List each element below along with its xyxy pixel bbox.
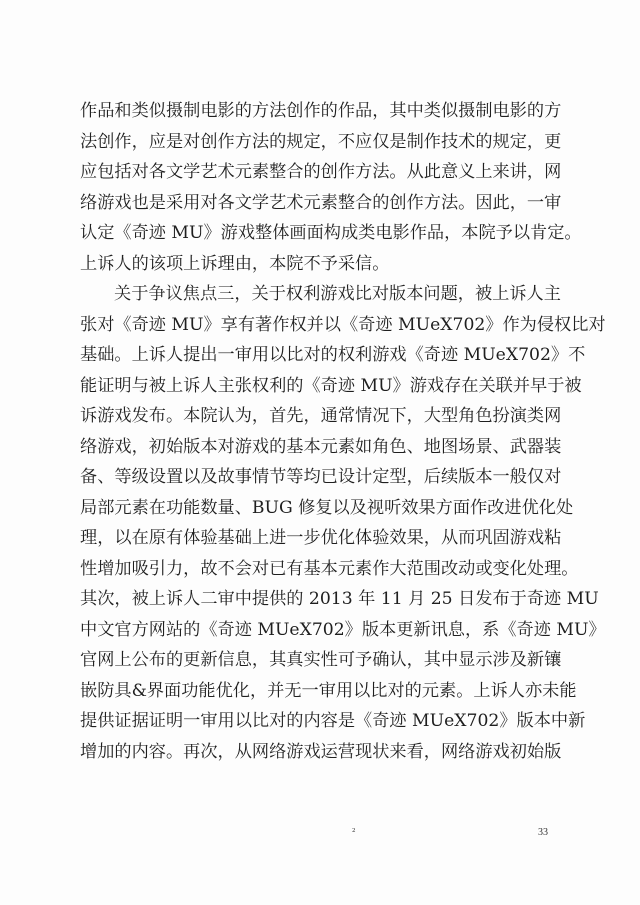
text-line: 法创作，应是对创作方法的规定，不应仅是制作技术的规定，更 [80,131,562,152]
stray-mark: ² [352,826,356,838]
text-line: 嵌防具&界面功能优化，并无一审用以比对的元素。上诉人亦未能 [80,680,577,701]
text-line: 理，以在原有体验基础上进一步优化体验效果，从而巩固游戏粘 [80,528,562,548]
text-line: 应包括对各文学艺术元素整合的创作方法。从此意义上来讲，网 [80,162,562,182]
text-line: 张对《奇迹 MU》享有著作权并以《奇迹 MUeX702》作为侵权比对 [80,314,606,335]
text-line: 认定《奇迹 MU》游戏整体画面构成类电影作品，本院予以肯定。 [80,223,582,243]
text-line: 性增加吸引力，故不会对已有基本元素作大范围改动或变化处理。 [80,558,579,579]
text-line: 诉游戏发布。本院认为，首先，通常情况下，大型角色扮演类网 [80,406,562,426]
text-line: 络游戏，初始版本对游戏的基本元素如角色、地图场景、武器装 [80,436,562,457]
page-number: 33 [538,827,548,838]
text-line: 官网上公布的更新信息，其真实性可予确认，其中显示涉及新镶 [80,650,562,670]
body-text [80,96,606,767]
text-line: 基础。上诉人提出一审用以比对的权利游戏《奇迹 MUeX702》不 [80,345,586,365]
text-line: 中文官方网站的《奇迹 MUeX702》版本更新讯息，系《奇迹 MU》 [80,619,606,640]
text-line: 能证明与被上诉人主张权利的《奇迹 MU》游戏存在关联并早于被 [80,375,582,396]
text-line: 上诉人的该项上诉理由，本院不予采信。 [80,253,390,274]
paragraph-start-line: 关于争议焦点三，关于权利游戏比对版本问题，被上诉人主 [114,284,561,304]
text-line: 备、等级设置以及故事情节等均已设计定型，后续版本一般仅对 [80,467,562,487]
text-line: 局部元素在功能数量、BUG 修复以及视听效果方面作改进优化处 [80,497,574,518]
text-line: 其次，被上诉人二审中提供的 2013 年 11 月 25 日发布于奇迹 MU [80,589,599,609]
text-line: 作品和类似摄制电影的方法创作的作品，其中类似摄制电影的方 [80,101,562,121]
text-line: 提供证据证明一审用以比对的内容是《奇迹 MUeX702》版本中新 [80,711,586,731]
text-line: 络游戏也是采用对各文学艺术元素整合的创作方法。因此，一审 [80,192,562,213]
text-line: 增加的内容。再次，从网络游戏运营现状来看，网络游戏初始版 [80,741,562,762]
